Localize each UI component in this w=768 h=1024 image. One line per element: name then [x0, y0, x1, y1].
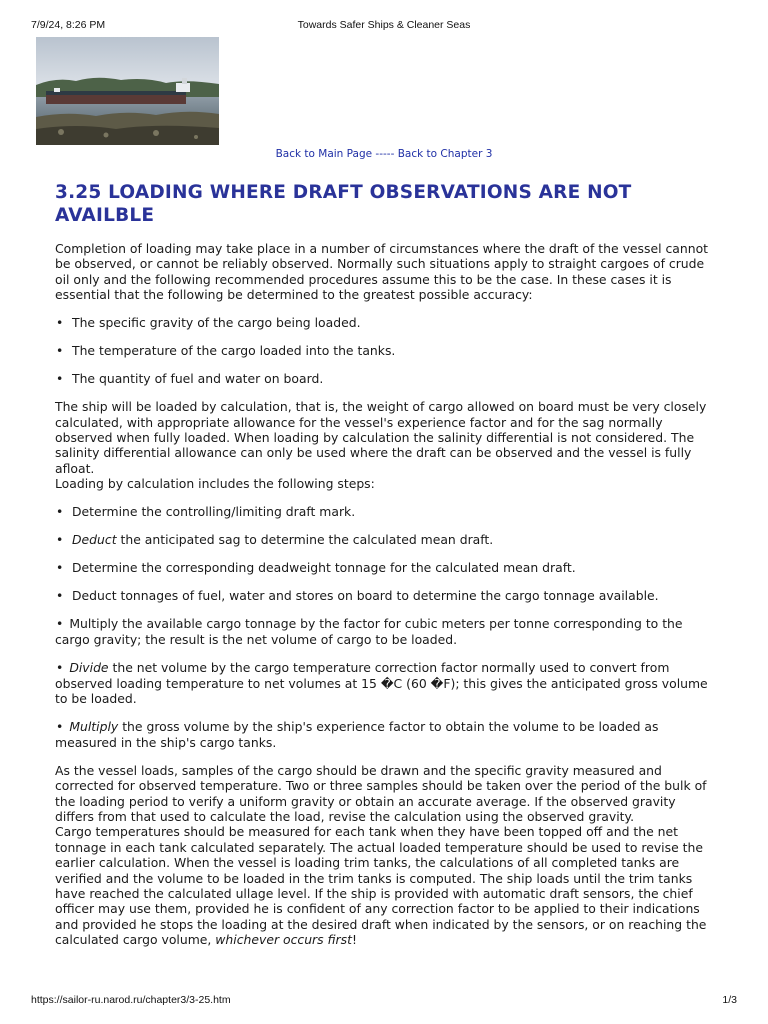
bullet-icon: • [56, 719, 64, 735]
back-to-main-page-link[interactable]: Back to Main Page [275, 148, 373, 160]
article-body [55, 181, 717, 948]
calculation-paragraph: The ship will be loaded by calculation, that is, the weight of cargo allowed on board must be very closely calculated, with appropriate allowance for the vessel's experience factor and for the sag normally observed when fully loaded. When loading by calculation the salinity differential is not considered. The salinity differential allowance can only be used where the draft can be observed and the vessel is fully afloat. Loading by calculation includes the following steps: [55, 399, 707, 492]
steps-list [55, 504, 717, 750]
chapter-navigation [0, 148, 768, 160]
print-footer [31, 994, 737, 1008]
samples-paragraph: As the vessel loads, samples of the cargo should be drawn and the specific gravity measured and corrected for observed temperature. Two or three samples should be taken over the period of the bulk of the loading period to verify a uniform gravity or obtain an accurate average. If the observed gravity differs from that used to calculate the load, revise the calculation using the observed gravity. Cargo temperatures should be measured for each tank when they have been topped off and the net tonnage in each tank calculated separately. The actual loaded temperature should be used to revise the earlier calculation. When the vessel is loading trim tanks, the calculations of all completed tanks are verified and the volume to be loaded in the trim tanks is computed. The ship loads until the trim tanks have reached the calculated ullage level. If the ship is provided with automatic draft sensors, the chief officer may use them, provided he is confident of any correction factor to be applied to their indications and provided he stops the loading at the desired draft when indicated by the sensors, or on reaching the calculated cargo volume, whichever occurs first! [55, 762, 707, 948]
bullet-icon: • [56, 531, 64, 547]
list-item: • The specific gravity of the cargo being loaded. [56, 314, 361, 330]
tanker-ship-photo [36, 37, 219, 145]
list-item: • Multiply the gross volume by the ship's experience factor to obtain the volume to be loaded as measured in the ship's cargo tanks. [55, 719, 659, 750]
list-item: • Multiply the available cargo tonnage by the factor for cubic meters per tonne corresponding to the cargo gravity; the result is the net volume of cargo to be loaded. [55, 616, 683, 647]
bullet-icon: • [56, 588, 64, 604]
page-title: 3.25 LOADING WHERE DRAFT OBSERVATIONS ARE NOT AVAILBLE [55, 182, 632, 226]
list-item: • Determine the controlling/limiting draft mark. [56, 503, 356, 519]
bullet-icon: • [56, 503, 64, 519]
list-item: • Deduct tonnages of fuel, water and stores on board to determine the cargo tonnage available. [56, 588, 659, 604]
print-page-number: 1/3 [722, 994, 737, 1006]
print-datetime: 7/9/24, 8:26 PM [31, 19, 106, 31]
print-header [31, 19, 737, 33]
bullet-icon: • [56, 660, 64, 676]
steps-intro: Loading by calculation includes the following steps: [55, 476, 375, 492]
list-item: • The quantity of fuel and water on board. [56, 371, 324, 387]
bullet-icon: • [56, 342, 64, 358]
list-item: • Divide the net volume by the cargo temperature correction factor normally used to convert from observed loading temperature to net volumes at 15 �C (60 �F); this gives the anticipated gross volume to be loaded. [55, 660, 708, 706]
emphasis-text: whichever occurs first [215, 932, 352, 948]
bullet-icon: • [56, 560, 64, 576]
list-item: • Determine the corresponding deadweight tonnage for the calculated mean draft. [56, 560, 576, 576]
back-to-chapter-link[interactable]: Back to Chapter 3 [397, 148, 493, 160]
nav-separator: ----- [372, 148, 398, 160]
intro-paragraph: Completion of loading may take place in a number of circumstances where the draft of the vessel cannot be observed, or cannot be reliably observed. Normally such situations apply to straight cargoes of crude oil only and the following recommended procedures assume this to be the case. In these cases it is essential that the following be determined to the greatest possible accuracy: [55, 241, 709, 303]
list-item: • Deduct the anticipated sag to determine the calculated mean draft. [56, 531, 494, 547]
print-page-title: Towards Safer Ships & Cleaner Seas [297, 19, 471, 31]
bullet-icon: • [56, 616, 64, 632]
bullet-icon: • [56, 314, 64, 330]
determine-list [55, 315, 717, 387]
list-item: • The temperature of the cargo loaded into the tanks. [56, 342, 396, 358]
temperatures-text: Cargo temperatures should be measured for each tank when they have been topped off and the net tonnage in each tank calculated separately. The actual loaded temperature should be used to revise the earlier calculation. When the vessel is loading trim tanks, the calculations of all completed tanks are verified and the volume to be loaded in the trim tanks is computed. The ship loads until the trim tanks have reached the calculated ullage level. If the ship is provided with automatic draft sensors, the chief officer may use them, provided he is confident of any correction factor to be applied to their indications and provided he stops the loading at the desired draft when indicated by the sensors, or on reaching the calculated cargo volume, [55, 824, 707, 948]
bullet-icon: • [56, 371, 64, 387]
print-url: https://sailor-ru.narod.ru/chapter3/3-25.htm [31, 994, 231, 1006]
